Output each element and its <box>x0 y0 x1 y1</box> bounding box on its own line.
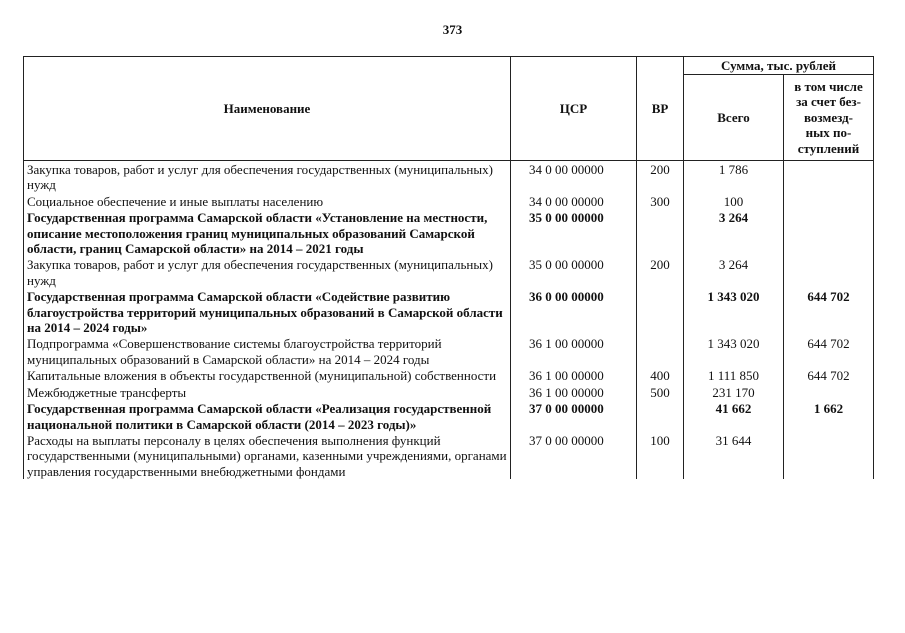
table-row <box>24 161 874 193</box>
row-total: 31 644 <box>684 432 784 479</box>
row-total: 1 343 020 <box>684 335 784 367</box>
row-total: 231 170 <box>684 384 784 400</box>
row-csr: 37 0 00 00000 <box>511 400 637 432</box>
header-vr: ВР <box>637 57 684 161</box>
row-name: Закупка товаров, работ и услуг для обеспечения государственных (муниципальных) нужд <box>24 161 511 193</box>
row-csr: 35 0 00 00000 <box>511 256 637 288</box>
row-name: Подпрограмма «Совершенствование системы благоустройства территорий муниципальных образований в Самарской области» на 2014 – 2024 годы <box>24 335 511 367</box>
row-name: Государственная программа Самарской области «Реализация государственной национальной политики в Самарской области (2014 – 2023 годы)» <box>24 400 511 432</box>
row-name: Капитальные вложения в объекты государственной (муниципальной) собственности <box>24 367 511 383</box>
row-name: Социальное обеспечение и иные выплаты населению <box>24 193 511 209</box>
row-name: Межбюджетные трансферты <box>24 384 511 400</box>
row-total: 3 264 <box>684 256 784 288</box>
row-incl <box>784 161 874 193</box>
table-body <box>24 161 874 480</box>
row-vr: 400 <box>637 367 684 383</box>
header-csr: ЦСР <box>511 57 637 161</box>
table-row <box>24 209 874 256</box>
row-csr: 34 0 00 00000 <box>511 193 637 209</box>
table-header <box>24 57 874 161</box>
row-name: Расходы на выплаты персоналу в целях обеспечения выполнения функций государственными (муниципальными) органами, казенными учреждениями, органами управления государственными внебюджетными фондами <box>24 432 511 479</box>
table-row <box>24 384 874 400</box>
header-total: Всего <box>684 75 784 161</box>
table-row <box>24 193 874 209</box>
row-total: 100 <box>684 193 784 209</box>
row-vr: 200 <box>637 256 684 288</box>
row-name: Государственная программа Самарской области «Установление на местности, описание местоположения границ муниципальных образований Самарской области, границ Самарской области» на 2014 – 2021 годы <box>24 209 511 256</box>
row-csr: 36 0 00 00000 <box>511 288 637 335</box>
row-total: 1 111 850 <box>684 367 784 383</box>
row-csr: 35 0 00 00000 <box>511 209 637 256</box>
table-row <box>24 288 874 335</box>
row-csr: 36 1 00 00000 <box>511 335 637 367</box>
table-row <box>24 432 874 479</box>
header-sum: Сумма, тыс. рублей <box>684 57 874 75</box>
row-vr <box>637 209 684 256</box>
table-row <box>24 335 874 367</box>
row-vr: 100 <box>637 432 684 479</box>
table-row <box>24 367 874 383</box>
row-incl <box>784 193 874 209</box>
row-vr: 200 <box>637 161 684 193</box>
page-number: 373 <box>442 22 463 37</box>
row-csr: 37 0 00 00000 <box>511 432 637 479</box>
row-incl <box>784 256 874 288</box>
row-name: Закупка товаров, работ и услуг для обеспечения государственных (муниципальных) нужд <box>24 256 511 288</box>
row-vr: 300 <box>637 193 684 209</box>
row-incl <box>784 209 874 256</box>
row-vr <box>637 400 684 432</box>
row-vr <box>637 288 684 335</box>
table-row <box>24 256 874 288</box>
header-name: Наименование <box>24 57 511 161</box>
row-incl: 1 662 <box>784 400 874 432</box>
row-csr: 34 0 00 00000 <box>511 161 637 193</box>
header-incl-line: ступлений <box>797 140 860 156</box>
row-incl: 644 702 <box>784 335 874 367</box>
row-incl: 644 702 <box>784 367 874 383</box>
row-vr: 500 <box>637 384 684 400</box>
header-incl-line: ных по- <box>805 125 852 141</box>
row-incl <box>784 384 874 400</box>
row-total: 41 662 <box>684 400 784 432</box>
row-incl <box>784 432 874 479</box>
row-name: Государственная программа Самарской области «Содействие развитию благоустройства территорий муниципальных образований в Самарской области на 2014 – 2024 годы» <box>24 288 511 335</box>
row-total: 3 264 <box>684 209 784 256</box>
header-incl-line: возмезд- <box>804 109 853 125</box>
header-incl-line: за счет без- <box>796 94 861 110</box>
row-total: 1 343 020 <box>684 288 784 335</box>
budget-table <box>23 56 874 479</box>
header-incl <box>784 75 874 161</box>
row-csr: 36 1 00 00000 <box>511 367 637 383</box>
table-row <box>24 400 874 432</box>
header-incl-line: в том числе <box>794 78 863 94</box>
row-vr <box>637 335 684 367</box>
row-incl: 644 702 <box>784 288 874 335</box>
row-total: 1 786 <box>684 161 784 193</box>
row-csr: 36 1 00 00000 <box>511 384 637 400</box>
